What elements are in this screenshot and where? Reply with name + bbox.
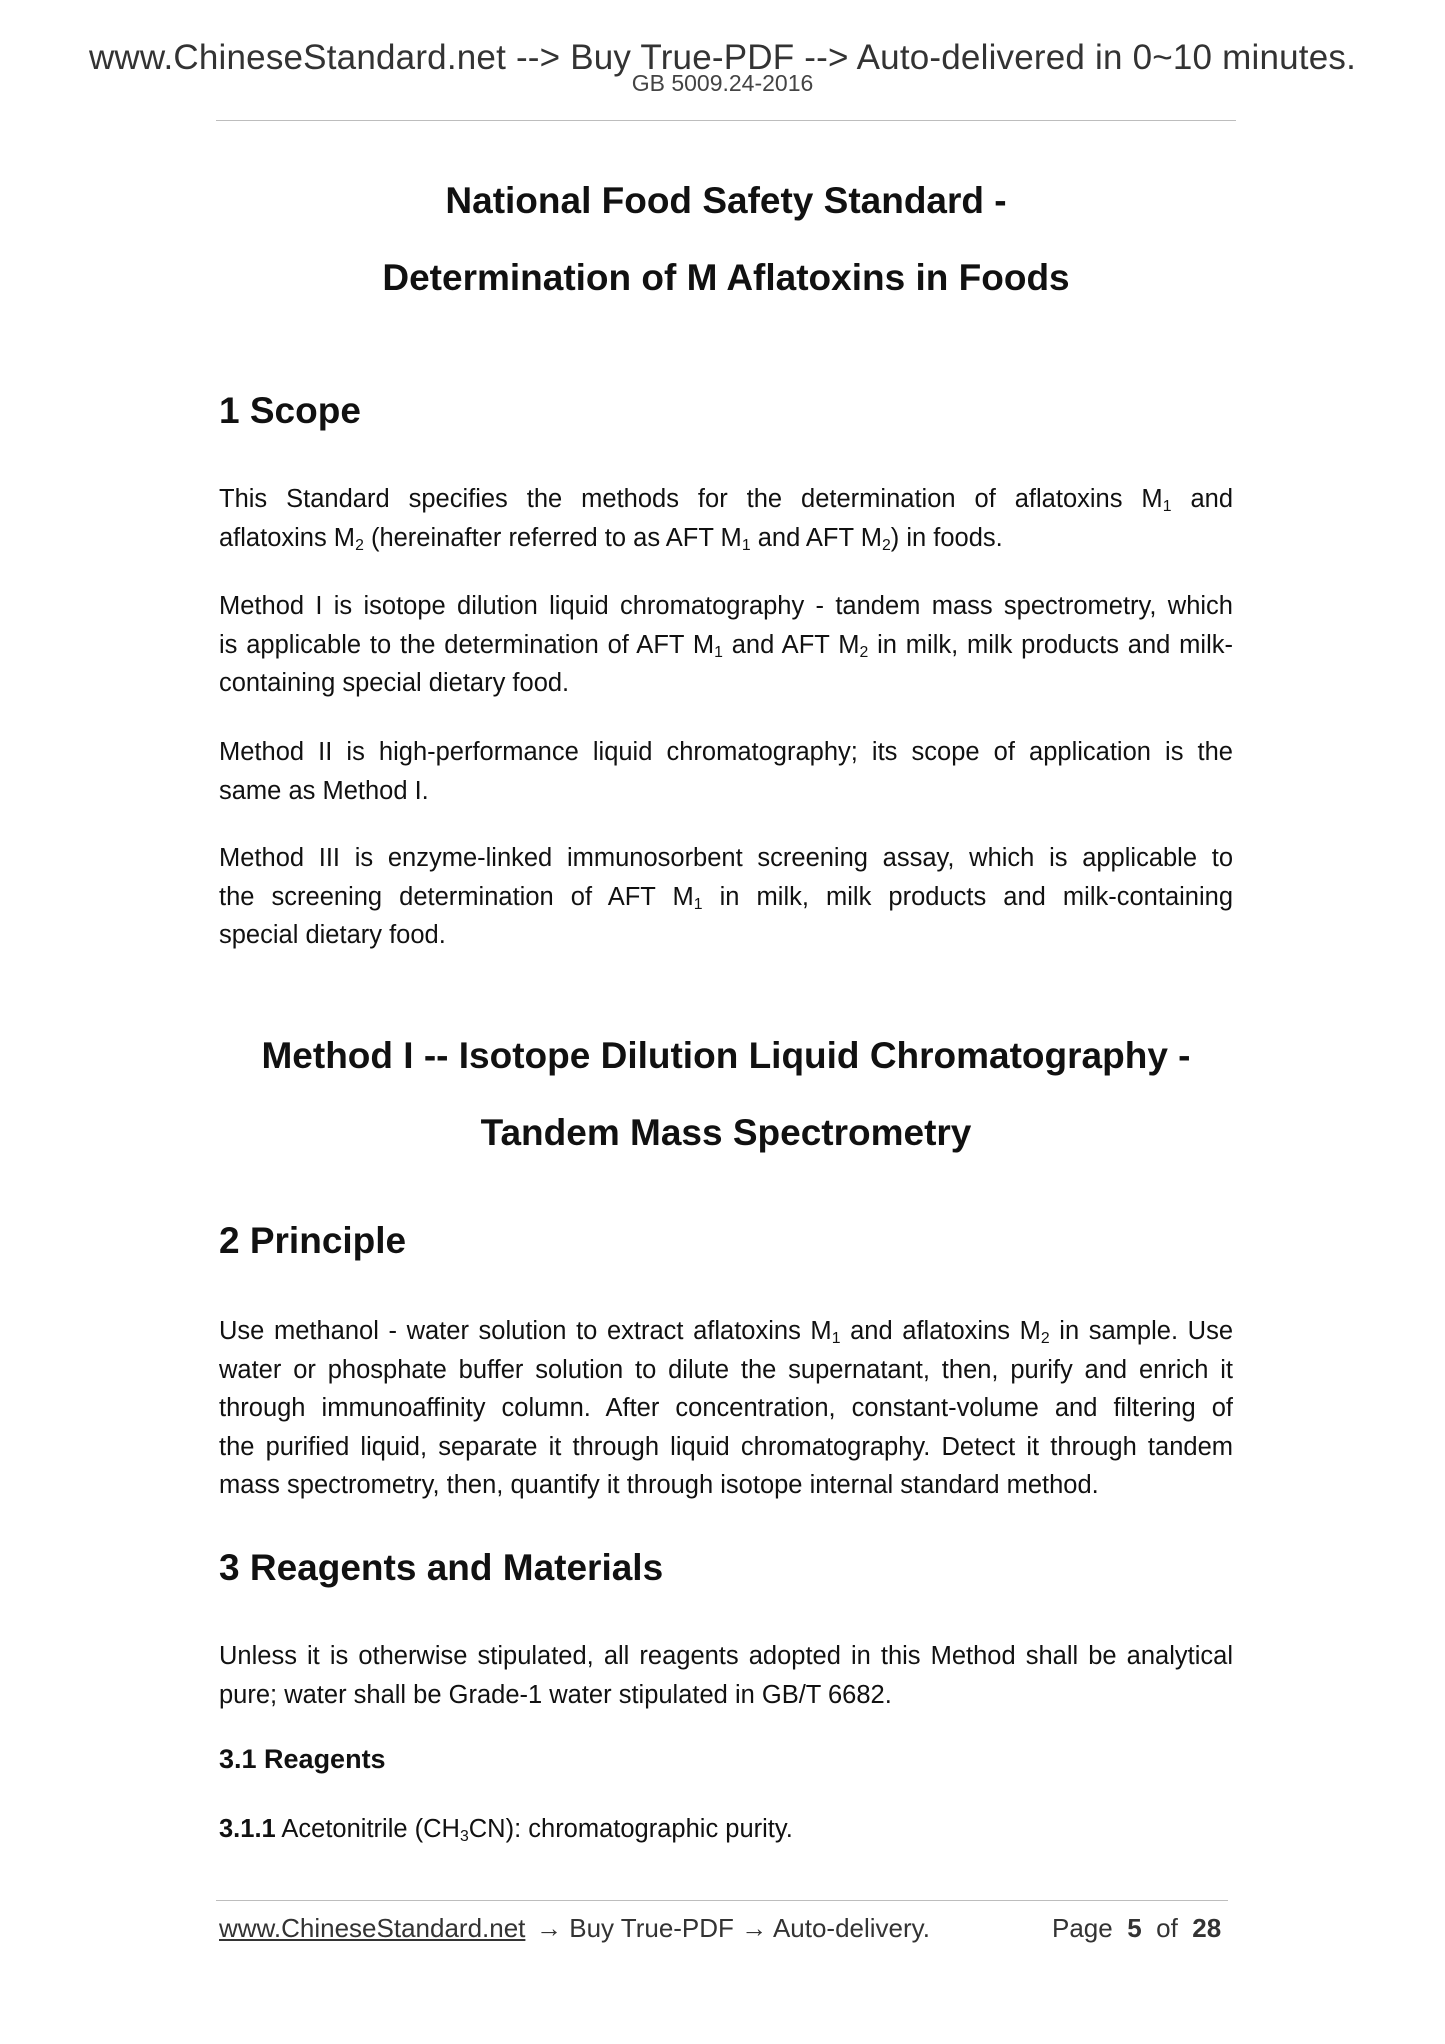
text-line: water or phosphate buffer solution to dilute the supernatant, then, purify and enrich it: [219, 1355, 1233, 1384]
principle-heading: 2 Principle: [219, 1220, 407, 1261]
scope-heading: 1 Scope: [219, 390, 361, 431]
text-line: special dietary food.: [219, 921, 446, 949]
text-line: This Standard specifies the methods for the determination of aflatoxins $M_1$ and: [219, 485, 1233, 515]
reagent-item-3-1-1: [219, 1810, 1233, 1849]
text-line: aflatoxins $M_2$ (hereinafter referred to as AFT $M_1$ and AFT $M_2$) in foods.: [219, 523, 1003, 554]
text-line: Method I is isotope dilution liquid chromatography - tandem mass spectrometry, which: [219, 592, 1233, 620]
scope-paragraph-3: [219, 733, 1233, 810]
standard-number: GB 5009.24-2016: [631, 70, 814, 96]
reagents-heading: 3 Reagents and Materials: [219, 1547, 664, 1588]
method-title-line2: Tandem Mass Spectrometry: [480, 1112, 972, 1153]
header-banner[interactable]: www.ChineseStandard.net --> Buy True-PDF --> Auto-delivered in 0~10 minutes.: [88, 38, 1357, 77]
text-line: mass spectrometry, then, quantify it through isotope internal standard method.: [219, 1471, 1099, 1499]
reagents-subheading: 3.1 Reagents: [219, 1744, 386, 1774]
document-title-line2: Determination of M Aflatoxins in Foods: [382, 257, 1070, 298]
text-line: Unless it is otherwise stipulated, all reagents adopted in this Method shall be analytical: [219, 1642, 1233, 1670]
header-divider: [216, 120, 1236, 121]
text-line: the screening determination of AFT $M_1$ in milk, milk products and milk-containing: [219, 882, 1234, 913]
scope-paragraph-2: [219, 587, 1233, 703]
document-title-line1: National Food Safety Standard -: [445, 180, 1007, 221]
text-line: same as Method I.: [219, 776, 429, 805]
scope-paragraph-4: [219, 839, 1233, 955]
text-line: containing special dietary food.: [219, 669, 570, 697]
footer-link[interactable]: www.ChineseStandard.net: [219, 1913, 526, 1943]
text-line: through immunoaffinity column. After concentration, constant-volume and filtering of: [219, 1394, 1233, 1422]
footer-text: → Buy True-PDF → Auto-delivery.: [536, 1913, 930, 1943]
text-line: the purified liquid, separate it through liquid chromatography. Detect it through tandem: [219, 1432, 1233, 1461]
scope-paragraph-1: [219, 480, 1233, 557]
footer-divider: [216, 1900, 1228, 1901]
text-line: 3.1.1 Acetonitrile $(CH_3CN)$: chromatographic purity.: [219, 1815, 793, 1845]
total-pages: 28: [1192, 1913, 1222, 1943]
text-line: Method III is enzyme-linked immunosorbent screening assay, which is applicable to: [219, 844, 1233, 872]
page-indicator: Page 5 of 28: [1052, 1913, 1222, 1943]
text-line: Use methanol - water solution to extract aflatoxins $M_1$ and aflatoxins $M_2$ in sample. Use: [219, 1317, 1233, 1347]
principle-paragraph: [219, 1312, 1233, 1505]
text-line: Method II is high-performance liquid chromatography; its scope of application is the: [219, 738, 1233, 766]
text-line: pure; water shall be Grade-1 water stipulated in GB/T 6682.: [219, 1680, 892, 1709]
reagents-paragraph: [219, 1637, 1233, 1714]
current-page: 5: [1127, 1913, 1142, 1943]
text-line: is applicable to the determination of AFT $M_1$ and AFT $M_2$ in milk, milk products and milk-: [219, 630, 1233, 661]
method-title-line1: Method I -- Isotope Dilution Liquid Chromatography -: [261, 1035, 1191, 1076]
